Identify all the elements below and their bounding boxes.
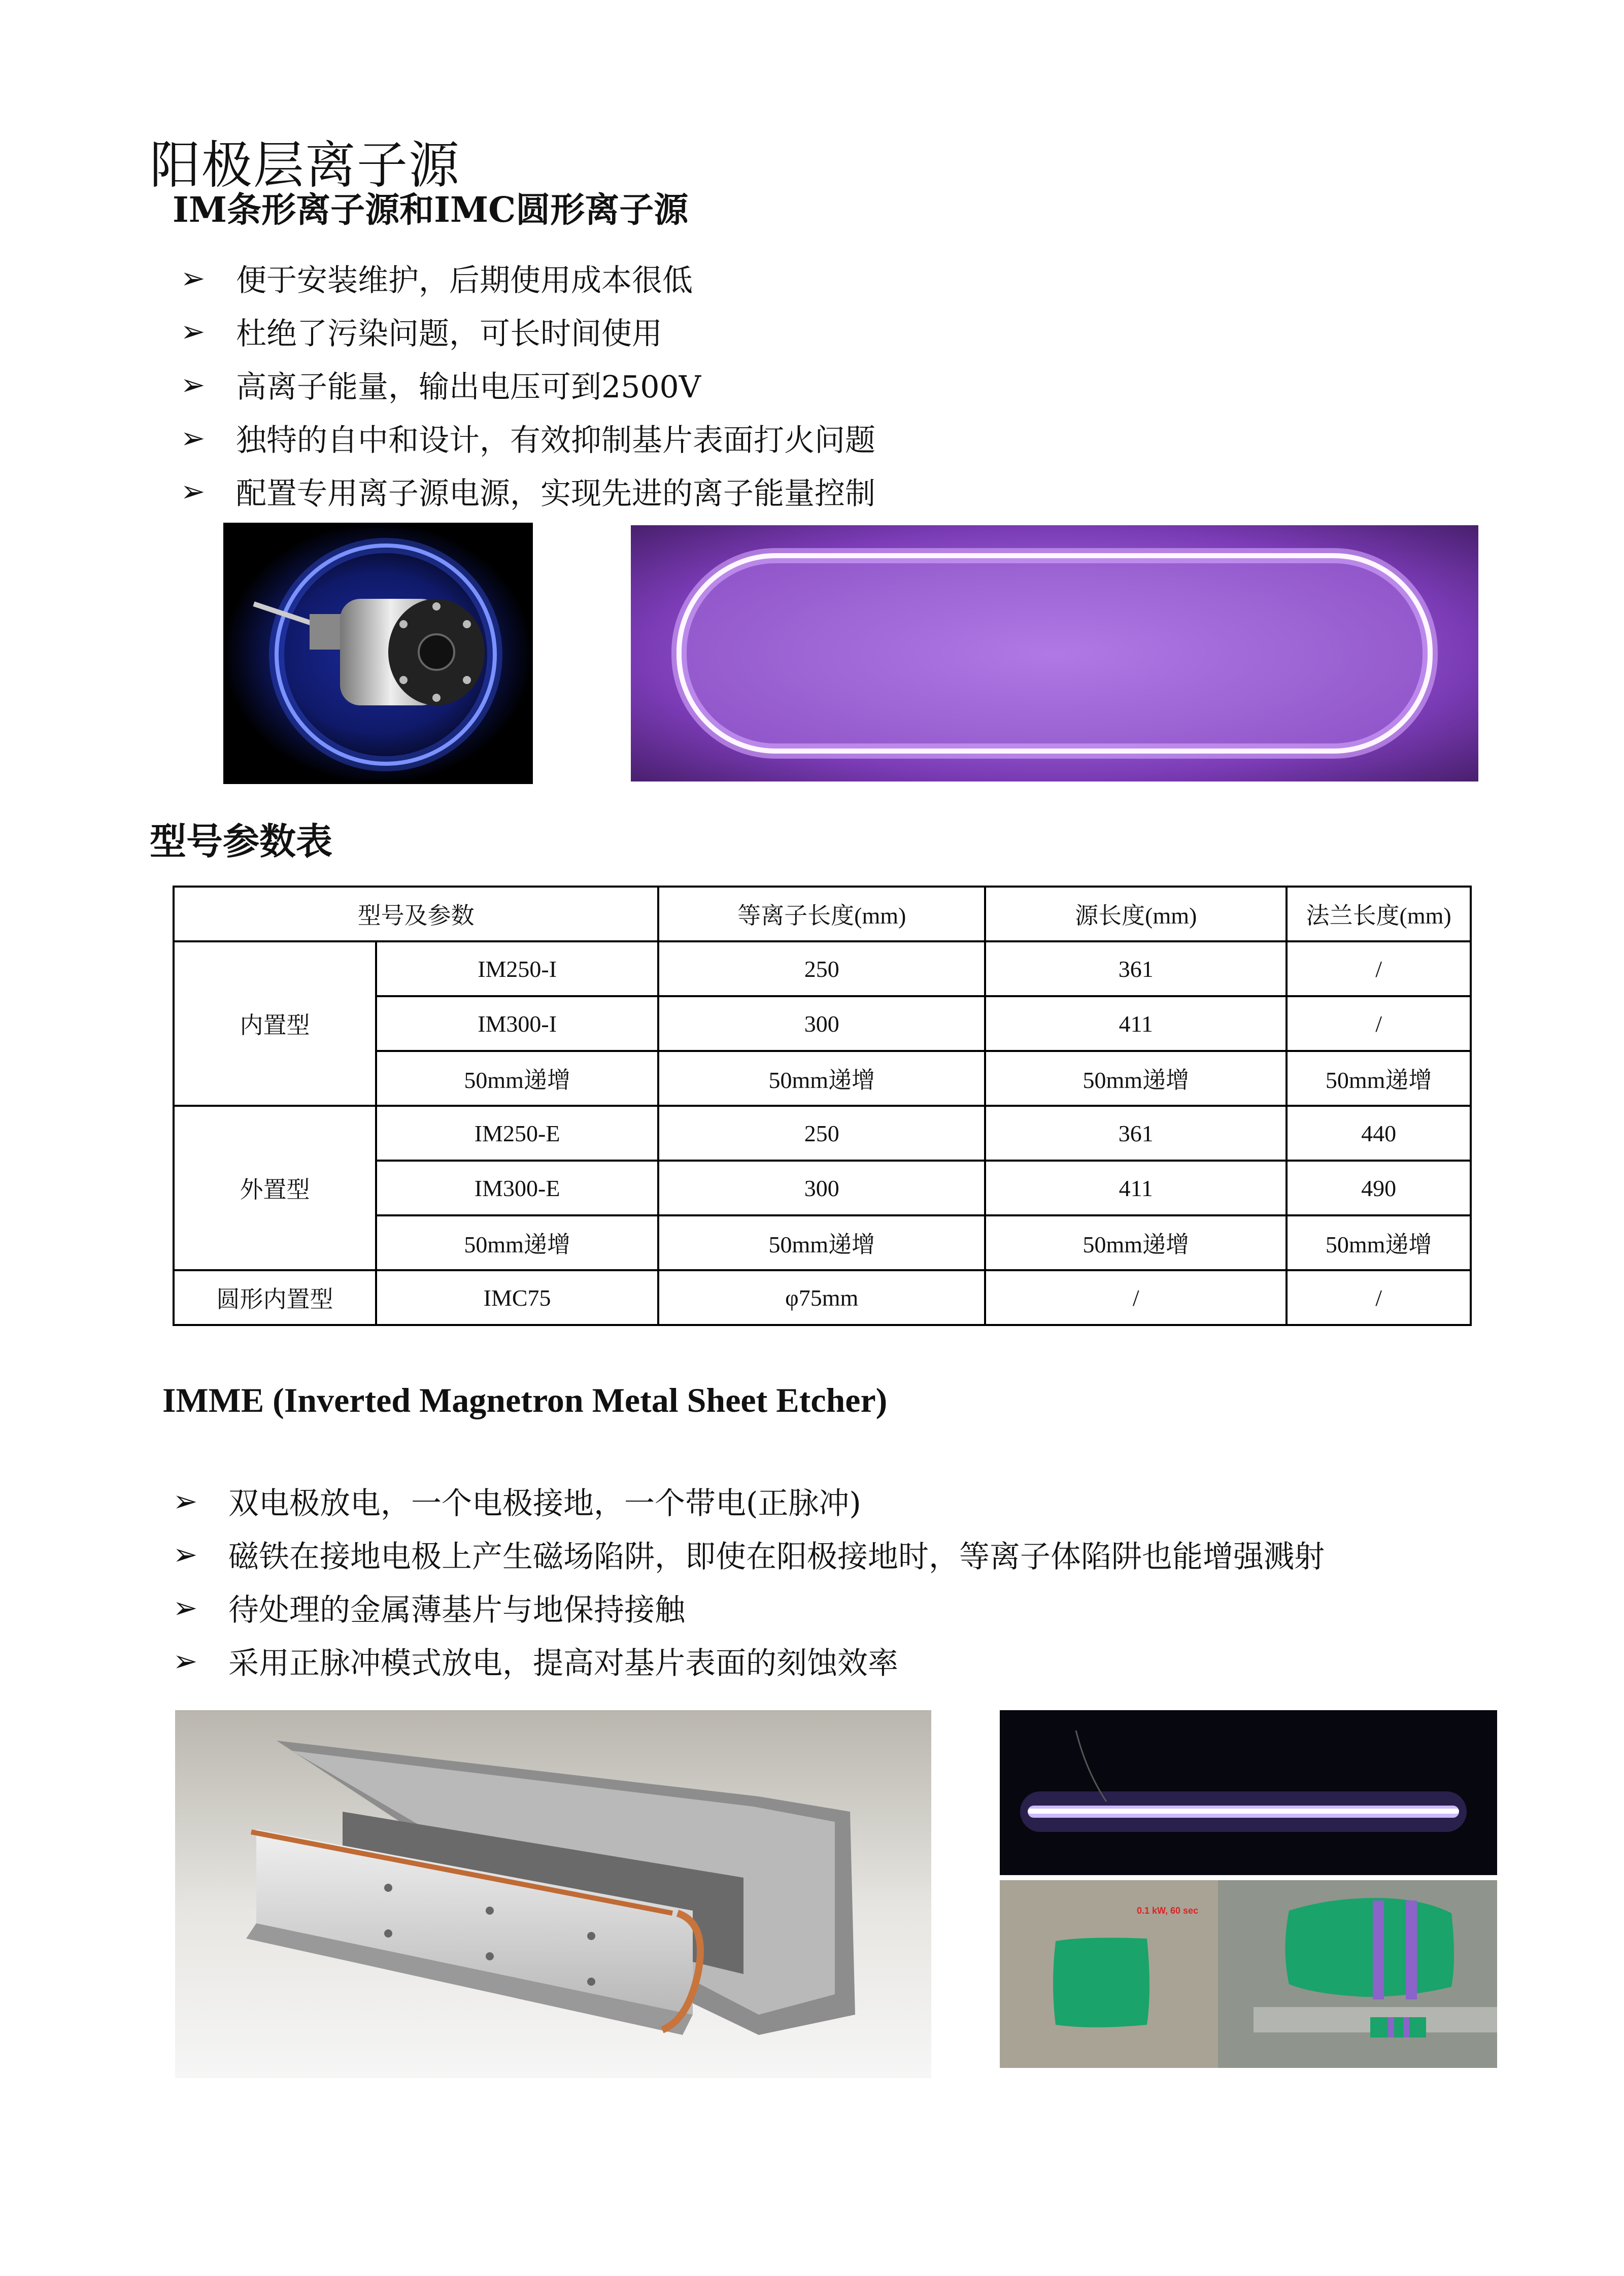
table-cell: IM250-I bbox=[376, 941, 658, 996]
arrow-bullet-icon: ➢ bbox=[173, 1644, 198, 1678]
table-cell: 50mm递增 bbox=[1287, 1051, 1471, 1106]
list-item: ➢ 高离子能量，输出电压可到2500V bbox=[175, 363, 701, 406]
imme-plasma-photo bbox=[1000, 1710, 1497, 1875]
list-item: ➢ 磁铁在接地电极上产生磁场陷阱，即使在阳极接地时，等离子体陷阱也能增强溅射 bbox=[167, 1533, 1325, 1576]
arrow-bullet-icon: ➢ bbox=[180, 367, 206, 402]
linear-ion-source-plasma-photo bbox=[631, 525, 1478, 782]
table-cell: 250 bbox=[658, 1106, 985, 1161]
header-cell: 等离子长度(mm) bbox=[658, 887, 985, 941]
table-cell: 50mm递增 bbox=[985, 1215, 1287, 1270]
table-row bbox=[174, 1106, 1471, 1161]
imme-device-photo bbox=[175, 1710, 931, 2078]
table-row bbox=[174, 1270, 1471, 1325]
photo-caption: 0.1 kW, 60 sec bbox=[1137, 1906, 1199, 1916]
table-cell: 440 bbox=[1287, 1106, 1471, 1161]
list-item: ➢ 配置专用离子源电源，实现先进的离子能量控制 bbox=[175, 469, 875, 513]
linear-plasma-illustration bbox=[1000, 1710, 1497, 1875]
table-cell: IM300-I bbox=[376, 996, 658, 1051]
arrow-bullet-icon: ➢ bbox=[180, 261, 206, 295]
imme-device-illustration bbox=[175, 1710, 931, 2078]
arrow-bullet-icon: ➢ bbox=[173, 1484, 198, 1518]
etched-samples-illustration bbox=[1000, 1880, 1497, 2068]
header-cell: 源长度(mm) bbox=[985, 887, 1287, 941]
table-cell: 50mm递增 bbox=[658, 1051, 985, 1106]
table-cell: / bbox=[985, 1270, 1287, 1325]
list-item: ➢ 待处理的金属薄基片与地保持接触 bbox=[167, 1586, 685, 1629]
table-cell: 50mm递增 bbox=[985, 1051, 1287, 1106]
table-cell: 361 bbox=[985, 941, 1287, 996]
header-cell: 法兰长度(mm) bbox=[1287, 887, 1471, 941]
arrow-bullet-icon: ➢ bbox=[173, 1590, 198, 1625]
table-cell: 50mm递增 bbox=[376, 1051, 658, 1106]
table-cell: φ75mm bbox=[658, 1270, 985, 1325]
parameters-table bbox=[173, 886, 1472, 1326]
list-item: ➢ 便于安装维护，后期使用成本很低 bbox=[175, 256, 693, 300]
table-cell: 490 bbox=[1287, 1161, 1471, 1215]
list-item: ➢ 双电极放电，一个电极接地，一个带电(正脉冲) bbox=[167, 1479, 861, 1523]
page-title: 阳极层离子源 bbox=[150, 135, 460, 195]
table-cell: 300 bbox=[658, 1161, 985, 1215]
group-cell: 圆形内置型 bbox=[174, 1270, 376, 1325]
table-cell: IM300-E bbox=[376, 1161, 658, 1215]
circular-ion-source-illustration bbox=[223, 523, 533, 784]
group-cell: 内置型 bbox=[174, 941, 376, 1106]
list-item: ➢ 独特的自中和设计，有效抑制基片表面打火问题 bbox=[175, 416, 875, 460]
table-cell: 50mm递增 bbox=[376, 1215, 658, 1270]
arrow-bullet-icon: ➢ bbox=[180, 314, 206, 349]
table-cell: 50mm递增 bbox=[658, 1215, 985, 1270]
table-cell: IM250-E bbox=[376, 1106, 658, 1161]
group-cell: 外置型 bbox=[174, 1106, 376, 1270]
arrow-bullet-icon: ➢ bbox=[180, 474, 206, 508]
etched-samples-photo bbox=[1000, 1880, 1497, 2068]
table-header-row bbox=[174, 887, 1471, 941]
table-cell: / bbox=[1287, 1270, 1471, 1325]
table-cell: 300 bbox=[658, 996, 985, 1051]
table-cell: 411 bbox=[985, 996, 1287, 1051]
table-cell: / bbox=[1287, 996, 1471, 1051]
table-cell: 50mm递增 bbox=[1287, 1215, 1471, 1270]
table-cell: / bbox=[1287, 941, 1471, 996]
header-cell: 型号及参数 bbox=[174, 887, 658, 941]
racetrack-plasma-illustration bbox=[631, 525, 1478, 782]
table-cell: 361 bbox=[985, 1106, 1287, 1161]
list-item: ➢ 杜绝了污染问题，可长时间使用 bbox=[175, 310, 662, 353]
circular-ion-source-photo bbox=[223, 523, 533, 784]
list-item: ➢ 采用正脉冲模式放电，提高对基片表面的刻蚀效率 bbox=[167, 1639, 898, 1683]
section2-title: IMME (Inverted Magnetron Metal Sheet Etcher) bbox=[162, 1381, 888, 1419]
section-subtitle: IM条形离子源和IMC圆形离子源 bbox=[173, 190, 689, 230]
table-cell: IMC75 bbox=[376, 1270, 658, 1325]
table-title: 型号参数表 bbox=[150, 820, 333, 863]
arrow-bullet-icon: ➢ bbox=[173, 1537, 198, 1572]
arrow-bullet-icon: ➢ bbox=[180, 421, 206, 455]
table-row bbox=[174, 941, 1471, 996]
table-cell: 250 bbox=[658, 941, 985, 996]
table-cell: 411 bbox=[985, 1161, 1287, 1215]
